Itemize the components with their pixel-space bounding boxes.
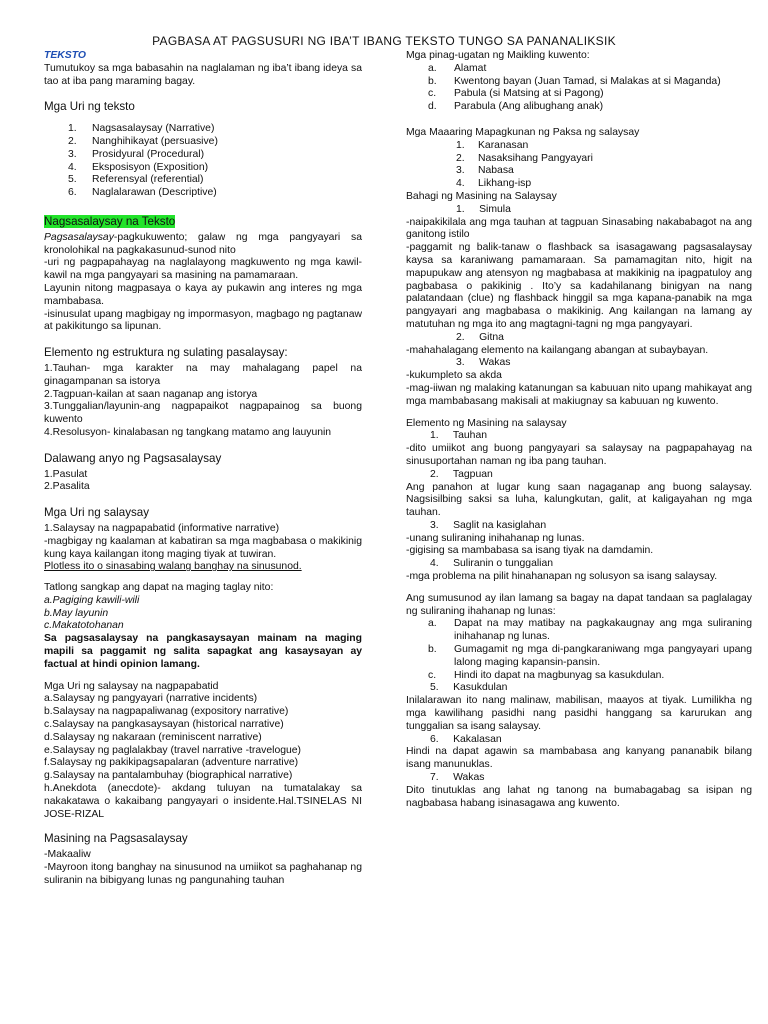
document-title: PAGBASA AT PAGSUSURI NG IBA’T IBANG TEKSTO TUNGO SA PANANALIKSIK: [152, 34, 616, 48]
tauhan-label: 1. Tauhan: [430, 430, 488, 442]
list-item: 2. Nanghihikayat (persuasive): [68, 135, 218, 147]
list-item: 4. Likhang-isp: [456, 178, 532, 190]
paragraph: 1.Salaysay na nagpapabatid (informative narrative): [44, 522, 280, 534]
paragraph: Ang sumusunod ay ilan lamang sa bagay na dapat tandaan sa paglalagay ng suliraning ihahanap ng lunas:: [406, 592, 752, 617]
uri-salaysay-heading: Mga Uri ng salaysay: [44, 506, 150, 520]
kakalasan-label: 6. Kakalasan: [430, 733, 502, 745]
paragraph: -kukumpleto sa akda: [406, 370, 502, 382]
paragraph: -mga problema na pilit hinahanapan ng solusyon sa isang salaysay.: [406, 571, 718, 583]
pagsasalaysay-term: Pagsasalaysay: [44, 231, 114, 243]
list-item: f.Salaysay ng pakikipagsapalaran (adventure narrative): [44, 757, 299, 769]
wakas-label: 3. Wakas: [456, 357, 511, 369]
paragraph: -gigising sa mambabasa sa isang tiyak na damdamin.: [406, 545, 654, 557]
uri-teksto-list: [44, 123, 362, 200]
paragraph: -mag-iiwan ng malaking katanungan sa kabuuan nito upang mahikayat ang mga mambabasang makisali at makiugnay sa kabuuan ng kuwento.: [406, 382, 752, 407]
list-item: a.Pagiging kawili-wili: [44, 594, 140, 606]
list-item: a. Dapat na may matibay na pagkakaugnay ang mga suliraning inihahanap ng lunas.: [428, 618, 752, 643]
list-item: 2.Tagpuan-kailan at saan naganap ang istorya: [44, 388, 258, 400]
paragraph: -mahahalagang elemento na kailangang abangan at subaybayan.: [406, 344, 709, 356]
masining-heading: Masining na Pagsasalaysay: [44, 832, 188, 846]
elemento-masining-heading: Elemento ng Masining na salaysay: [406, 417, 567, 429]
list-item: 4.Resolusyon- kinalabasan ng tangkang matamo ang lauyunin: [44, 426, 332, 438]
list-item: g.Salaysay na pantalambuhay (biographical narrative): [44, 770, 293, 782]
paragraph: -unang suliraning inihahanap ng lunas.: [406, 532, 585, 544]
list-item: b. Gumagamit ng mga di-pangkaraniwang mga pangyayari upang lalong maging kapansin-pansin.: [428, 644, 752, 668]
gitna-label: 2. Gitna: [456, 331, 504, 343]
right-column: [406, 50, 752, 810]
nagsasalaysay-heading: Nagsasalaysay na Teksto: [44, 214, 176, 228]
tatlong-sangkap-heading: Tatlong sangkap ang dapat na maging taglay nito:: [44, 582, 274, 594]
wakas2-label: 7. Wakas: [430, 772, 485, 784]
ugat-heading: Mga pinag-ugatan ng Maikling kuwento:: [406, 50, 590, 61]
list-item: h.Anekdota (anecdote)- akdang tuluyan na tumatalakay sa nakakatawa o kakaibang pangyayari o insidente.Hal.TSINELAS NI JOSE-RIZAL: [44, 783, 362, 820]
list-item: 3.Tunggalian/layunin-ang nagpapaikot nagpapainog sa buong kuwento: [44, 401, 362, 426]
left-column: [44, 50, 362, 888]
list-item: 5. Referensyal (referential): [68, 174, 204, 186]
list-item: c.Salaysay na pangkasaysayan (historical narrative): [44, 719, 284, 731]
list-item: 4. Eksposisyon (Exposition): [68, 161, 209, 173]
anyo-heading: Dalawang anyo ng Pagsasalaysay: [44, 451, 222, 465]
list-item: c.Makatotohanan: [44, 620, 124, 632]
list-item: c. Hindi ito dapat na magbunyag sa kasukdulan.: [428, 669, 665, 681]
paragraph: Dito tinutuklas ang lahat ng tanong na bumabagabag sa isipan ng nagbabasa habang isinasagawa ang kuwento.: [406, 784, 752, 809]
list-item: 6. Naglalarawan (Descriptive): [68, 187, 217, 199]
list-item: 2. Nasaksihang Pangyayari: [456, 152, 593, 164]
list-item: b.Salaysay na nagpapaliwanag (expository narrative): [44, 706, 289, 718]
paragraph: Layunin nitong magpasaya o kaya ay pukawin ang interes ng mga mambabasa.: [44, 282, 362, 307]
saglit-label: 3. Saglit na kasiglahan: [430, 519, 547, 531]
list-item: 1. Nagsasalaysay (Narrative): [68, 123, 215, 135]
paksa-list: [406, 140, 752, 191]
list-item: 1.Pasulat: [44, 468, 88, 480]
plotless-note: Plotless ito o sinasabing walang banghay na sinusunod.: [44, 561, 302, 573]
list-item: c. Pabula (si Matsing at si Pagong): [428, 88, 604, 100]
bahagi-heading: Bahagi ng Masining na Salaysay: [406, 190, 557, 202]
uri-teksto-heading: Mga Uri ng teksto: [44, 100, 135, 114]
list-item: 2.Pasalita: [44, 481, 90, 493]
paragraph: Ang panahon at lugar kung saan nagaganap ang buong salaysay. Nagsisilbing saksi sa luha, kalungkutan, galit, at kaligayahan ng mga tauhan.: [406, 481, 752, 519]
paragraph: -magbigay ng kaalaman at kabatiran sa mga magbabasa o makikinig kung kaya kailangan itong maging tiyak at tuwiran.: [44, 535, 362, 560]
paragraph: -isinusulat upang magbigay ng impormasyon, magbago ng pagtanaw at pakikitungo sa lipunan.: [44, 308, 362, 333]
list-item: e.Salaysay ng paglalakbay (travel narrative -travelogue): [44, 744, 302, 756]
pagsasalaysay-definition: -pagkukuwento; galaw ng mga pangyayari sa kronolohikal na pagkakasunud-sunod nito: [44, 231, 362, 256]
suliranin-label: 4. Suliranin o tunggalian: [430, 558, 554, 570]
paragraph: -naipakikilala ang mga tauhan at tagpuan Sinasabing nakababagot na ang ganitong istilo: [406, 216, 752, 241]
list-item: b. Kwentong bayan (Juan Tamad, si Malakas at si Maganda): [428, 75, 721, 87]
list-item: 3. Prosidyural (Procedural): [68, 148, 205, 160]
list-item: 1. Karanasan: [456, 139, 529, 151]
kasaysayan-note: Sa pagsasalaysay na pangkasaysayan mainam na maging mapili sa paggamit ng salita sapagkat ang kasaysayan ay factual at hindi opinion lamang.: [44, 633, 362, 670]
list-item: 1.Tauhan- mga karakter na may mahalagang papel na ginagampanan sa istorya: [44, 362, 362, 387]
elemento-heading: Elemento ng estruktura ng sulating pasalaysay:: [44, 346, 288, 360]
paragraph: -uri ng pagpapahayag na naglalayong magkuwento ng mga kawil-kawil na mga pangyayari sa masining na pamamaraan.: [44, 257, 362, 282]
paragraph: -Makaaliw: [44, 849, 91, 861]
teksto-definition: Tumutukoy sa mga babasahin na naglalaman ng iba’t ibang ideya sa tao at iba pang maraming bagay.: [44, 62, 362, 87]
list-item: b.May layunin: [44, 607, 109, 619]
paragraph: -dito umiikot ang buong pangyayari sa salaysay na pagpapahayag na sinusuportahan naman ng iba pang tauhan.: [406, 443, 752, 467]
uri-nagpapabatid-heading: Mga Uri ng salaysay na nagpapabatid: [44, 680, 219, 692]
sumusunod-list: [406, 618, 752, 682]
paragraph: -Mayroon itong banghay na sinusunod na umiikot sa paghahanap ng suliranin na bibigyang lunas ng pangunahing tauhan: [44, 862, 362, 886]
kasukdulan-label: 5. Kasukdulan: [430, 682, 508, 694]
tagpuan-label: 2. Tagpuan: [430, 468, 493, 480]
paragraph: -paggamit ng balik-tanaw o flashback sa isasagawang pagsasalaysay kaysa sa karaniwang pamamaraan. Sa pamamagitan nito, higit na mapupukaw ang atensyon ng magbabasa at makikinig na ipagpatuloy ang pagbabasa o pakikinig . Ito’y sa kadahilanang binigyan na nang palatandaan (clue) ng flashback hinggil sa mga kapana-panabik na mga pangyayari ang magbabasa o makikinig. Ang kailangan na lamang ay matutuhan ng mga ito ang magtagni-tagni ng mga pangyayari.: [406, 242, 752, 330]
simula-label: 1. Simula: [456, 203, 511, 215]
paragraph: Hindi na dapat agawin sa mambabasa ang kanyang pananabik bilang isang manunuklas.: [406, 746, 752, 771]
ugat-list: [406, 63, 752, 114]
list-item: 3. Nabasa: [456, 165, 514, 177]
paksa-heading: Mga Maaaring Mapagkunan ng Paksa ng salaysay: [406, 126, 640, 138]
list-item: a. Alamat: [428, 62, 487, 74]
list-item: a.Salaysay ng pangyayari (narrative incidents): [44, 693, 258, 705]
teksto-heading: TEKSTO: [44, 50, 86, 61]
list-item: d.Salaysay ng nakaraan (reminiscent narrative): [44, 731, 262, 743]
paragraph: Inilalarawan ito nang malinaw, mabilisan, maayos at tiyak. Lumilikha ng mga kawilihang pasidhi nang pasidhi hanggang sa karurukan ang tunggalian sa isang salaysay.: [406, 695, 752, 732]
list-item: d. Parabula (Ang alibughang anak): [428, 101, 604, 113]
